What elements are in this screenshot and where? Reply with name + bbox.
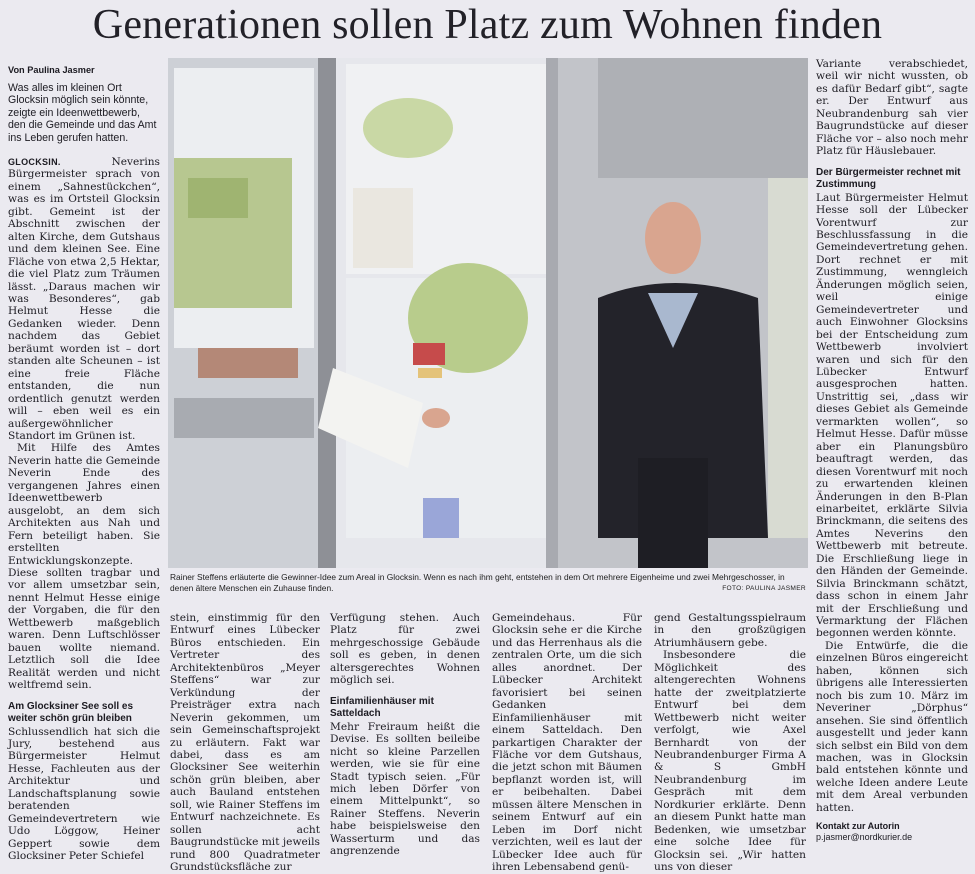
column-1 <box>8 64 160 863</box>
paragraph: stein, einstimmig für den Entwurf eines Lübecker Büros entschieden. Ein Vertreter des Architektenbüros „Meyer Steffens“ war zur Verkündung der Preisträger extra nach Neverin gekommen, um sein Gemeinschaftsprojekt zu erläutern. Fakt war dabei, dass es am Glocksiner See weiterhin schön grün bleiben, aber auch Bauland entstehen soll, wie Rainer Steffens im Entwurf nachzeichnete. Es sollen acht Baugrundstücke mit jeweils rund 800 Quadratmeter Grundstücksfläche zur <box>170 612 320 874</box>
column-3 <box>330 612 480 858</box>
paragraph: gend Gestaltungsspielraum in den großzügigen Atriumhäusern gebe. <box>654 612 806 649</box>
photo-illustration <box>168 58 808 568</box>
column-2 <box>170 612 320 874</box>
paragraph: Verfügung stehen. Auch Platz für zwei mehrgeschossige Gebäude soll es geben, in denen altersgerechtes Wohnen möglich sei. <box>330 612 480 687</box>
subheading: Einfamilienhäuser mit Satteldach <box>330 695 434 719</box>
author-contact <box>816 821 968 843</box>
column-6 <box>816 58 968 843</box>
paragraph: Die Entwürfe, die die einzelnen Büros eingereicht haben, können sich übrigens alle Interessierten noch bis zum 10. März im Neveriner „Dörphus“ ansehen. Sie sind öffentlich ausgestellt und jeder kann sich selbst ein Bild von dem machen, was in Glocksin bald entstehen könnte und welche Ideen andere Leute mit dem Areal verbunden hatten. <box>816 639 968 814</box>
column-4 <box>492 612 642 874</box>
dateline: GLOCKSIN. <box>8 157 61 168</box>
article-lead: Was alles im kleinen Ort Glocksin möglich sein könnte, zeigte ein Ideenwettbewerb, den die Gemeinde und das Amt ins Leben gerufen hatten. <box>8 82 157 144</box>
paragraph: Gemeindehaus. Für Glocksin sehe er die Kirche und das Herrenhaus als die zentralen Orte, um die sich alles anordnet. Der Lübecker Architekt favorisiert bei seinen Gedanken Einfamilienhäuser mit einem Satteldach. Den parkartigen Charakter der Fläche vor dem Gutshaus, die jetzt schon mit Bäumen bepflanzt worden ist, will er beibehalten. Dabei müssen ältere Menschen in seinem Entwurf auf ein Leben im Dorf nicht verzichten, weil es laut der Lübecker Idee auch für ihren Lebensabend genü- <box>492 612 642 874</box>
paragraph: Mehr Freiraum heißt die Devise. Es sollten beileibe nicht so kleine Parzellen werden, wie sie für eine Stadt typisch seien. „Für mich leben Dörfer von einem Mittelpunkt“, so Rainer Steffens. Neverin habe beispielsweise den Wasserturm und das angrenzende <box>330 720 480 858</box>
contact-label: Kontakt zur Autorin <box>816 821 900 832</box>
byline: Von Paulina Jasmer <box>8 65 95 75</box>
paragraph: Mit Hilfe des Amtes Neverin hatte die Gemeinde Neverin Ende des vergangenen Jahres einen Ideenwettbewerb ausgelobt, an dem sich Architekten aus Nah und Fern beteiligt haben. Sie erstellten Entwicklungskonzepte. Diese sollten tragbar und vor allem umsetzbar sein, nennt Helmut Hesse einige der Vorgaben, die für den Wettbewerb maßgeblich waren. Denn Luftschlösser bauen wollte niemand. Letztlich soll die Idee Realität werden und nicht weltfremd sein. <box>8 442 160 692</box>
photo-caption: Rainer Steffens erläuterte die Gewinner-Idee zum Areal in Glocksin. Wenn es nach ihm geht, entstehen in dem Ort mehrere Eigenheime und zwei Mehrgeschosser, in denen ältere Menschen ein Zuhause finden. FOTO: PAULINA JASMER <box>170 572 806 593</box>
paragraph: Laut Bürgermeister Helmut Hesse soll der Lübecker Vorentwurf zur Beschlussfassung in die Gemeindevertretung gehen. Dort rechnet er mit Zustimmung, wenngleich Änderungen möglich seien, weil einige Gemeindevertreter und auch Einwohner Glocksins bei der Entscheidung zum Wettbewerb involviert waren und sich für den Lübecker Entwurf ausgesprochen hatten. Unstrittig sei, „dass wir dieses Gebiet als Gemeinde vermarkten wollen“, so Helmut Hesse. Dafür müsse aber ein Planungsbüro beauftragt werden, das diesen Vorentwurf mit noch zu erwartenden kleinen Änderungen in den B-Plan einarbeitet, erklärte Silvia Brinckmann, die seitens des Amtes Neverins den Wettbewerb mit betreute. Die Erschließung liege in den Händen der Gemeinde. Silvia Brinckmann schätzt, dass schon in einem Jahr mit der Erschließung und Vermarktung der Flächen begonnen werden könnte. <box>816 191 968 640</box>
subheading: Der Bürgermeister rechnet mit Zustimmung <box>816 166 961 190</box>
paragraph: Variante verabschiedet, weil wir nicht wussten, ob es dafür Bedarf gibt“, sagte er. Der Entwurf aus Neubrandenburg sah vier Baugrundstücke auf dieser Fläche vor – also noch mehr Platz für Häuslebauer. <box>816 58 968 158</box>
headline: Generationen sollen Platz zum Wohnen finden <box>92 2 883 48</box>
photo-credit: FOTO: PAULINA JASMER <box>722 585 806 592</box>
article-photo <box>168 58 808 568</box>
column-5 <box>654 612 806 874</box>
subheading: Am Glocksiner See soll es weiter schön grün bleiben <box>8 700 134 724</box>
paragraph: Insbesondere die Möglichkeit des altengerechten Wohnens hatte der zweitplatzierte Entwurf bei dem Wettbewerb nicht weiter verfolgt, wie Axel Bernhardt von der Neubrandenburger Firma A & S GmbH Neubrandenburg im Gespräch mit dem Nordkurier erklärte. Denn an diesem Punkt hatte man Bedenken, wie umsetzbar eine solche Idee für Glocksin sei. „Wir hatten uns von dieser <box>654 649 806 874</box>
paragraph: Schlussendlich hat sich die Jury, bestehend aus Bürgermeister Helmut Hesse, Fachleuten aus der Architektur und Landschaftsplanung sowie beratenden Gemeindevertretern wie Udo Löggow, Heiner Geppert sowie dem Glocksiner Peter Schiefel <box>8 725 160 863</box>
contact-email[interactable]: p.jasmer@nordkurier.de <box>816 832 913 843</box>
paragraph: GLOCKSIN. Neverins Bürgermeister sprach von einem „Sahnestückchen“, was es im Ortsteil Glocksin gibt. Gemeint ist der Abschnitt zwischen der alten Kirche, dem Gutshaus und dem kleinen See. Eine Fläche von etwa 2,5 Hektar, die viel Platz zum Träumen lässt. „Daraus machen wir was Besonderes“, gab Helmut Hesse die Gedanken wieder. Denn nachdem das Gebiet beräumt worden ist – dort standen alte Scheunen – ist eine freie Fläche entstanden, die nun ordentlich genutzt werden will – eben weil es ein außergewöhnlicher Standort im Grünen ist. <box>8 156 160 442</box>
